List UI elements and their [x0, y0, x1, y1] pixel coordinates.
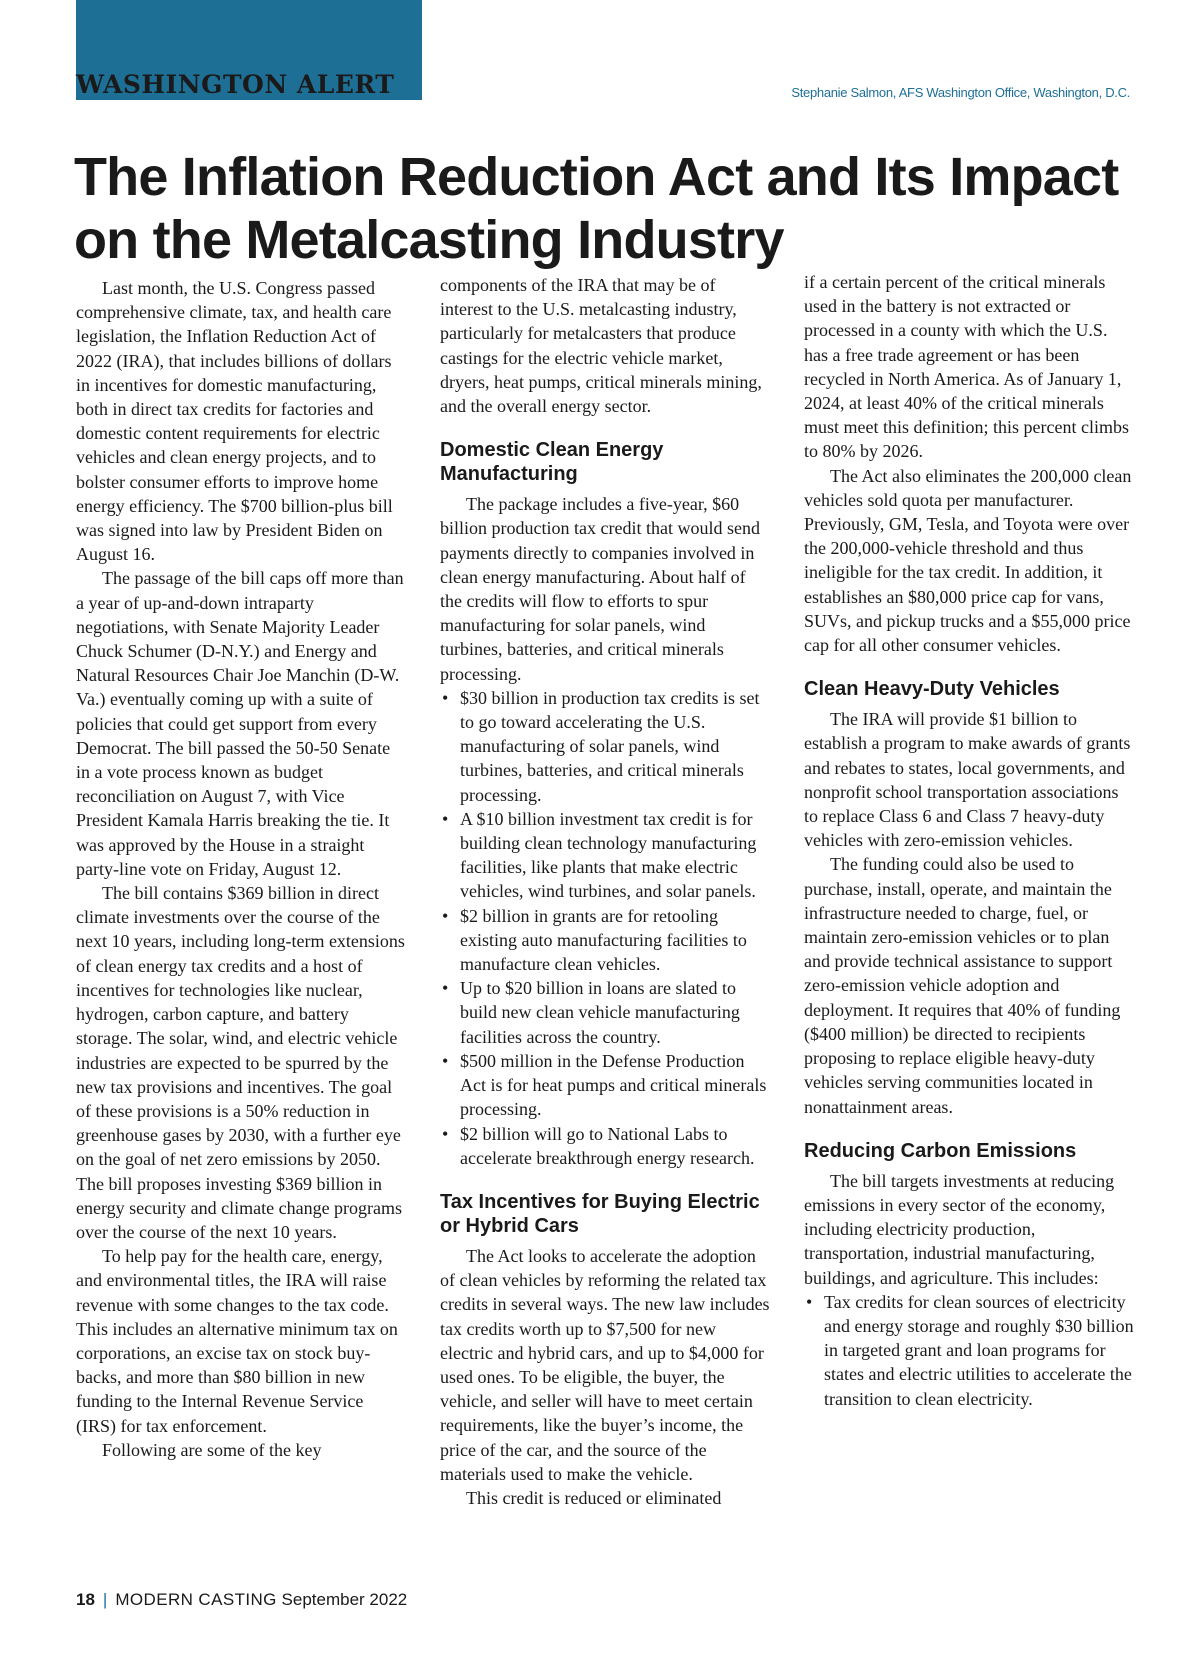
section-heading: Reducing Carbon Emissions [804, 1139, 1077, 1162]
section-tag: WASHINGTON ALERT [76, 70, 395, 99]
issue-date: September 2022 [281, 1590, 408, 1609]
list-item [804, 1290, 1134, 1411]
list-item-text: $2 billion in grants are for retooling existing auto manufacturing facilities to manufacture clean vehicles. [460, 905, 747, 975]
paragraph: The package includes a five-year, $60 billion production tax credit that would send payments directly to companies involved in clean energy manufacturing. About half of the credits will flow to efforts to spur manufacturing for solar panels, wind turbines, batteries, and critical minerals processing. [440, 494, 760, 684]
paragraph: The Act looks to accelerate the adoption of clean vehicles by reforming the related tax credits in several ways. The new law includes tax credits worth up to $7,500 for new electric and hybrid cars, and up to $4,000 for used ones. To be eligible, the buyer, the vehicle, and seller will have to meet certain requirements, like the buyer’s income, the price of the car, and the source of the materials used to make the vehicle. [440, 1245, 770, 1484]
list-item-text: $2 billion will go to National Labs to accelerate breakthrough energy research. [460, 1123, 755, 1168]
paragraph: The passage of the bill caps off more than a year of up-and-down intraparty negotiations, with Senate Majority Leader Chuck Schumer (D-N.Y.) and Energy and Natural Resources Chair Joe Manchin (D-W. Va.) eventually coming up with a suite of policies that could get support from every Democrat. The bill passed the 50-50 Senate in a vote process known as budget reconciliation on August 7, with Vice President Kamala Harris breaking the tie. It was approved by the House in a straight party-line vote on Friday, August 12. [76, 568, 404, 879]
list-item [440, 807, 770, 904]
bullet-icon: • [442, 1123, 449, 1144]
list-item-text: $500 million in the Defense Production Act is for heat pumps and critical minerals processing. [460, 1050, 767, 1120]
paragraph: Last month, the U.S. Congress passed comprehensive climate, tax, and health care legislation, the Inflation Reduction Act of 2022 (IRA), that includes billions of dollars in incentives for domestic manufacturing, both in direct tax credits for factories and domestic content requirements for electric vehicles and clean energy projects, and to bolster consumer efforts to improve home energy efficiency. The $700 billion-plus bill was signed into law by President Biden on August 16. [76, 278, 393, 565]
section-heading: Domestic Clean Energy Manufacturing [440, 439, 664, 486]
paragraph: This credit is reduced or eliminated [466, 1487, 722, 1508]
page-number: 18 [76, 1590, 95, 1609]
section-heading: Tax Incentives for Buying Electric or Hybrid Cars [440, 1190, 760, 1237]
list-item [440, 904, 770, 977]
paragraph: The IRA will provide $1 billion to establish a program to make awards of grants and rebates to states, local governments, and nonprofit school transportation associations to replace Class 6 and Class 7 heavy-duty vehicles with zero-emission vehicles. [804, 709, 1131, 851]
article-title [74, 146, 1134, 272]
article-column-2 [440, 273, 770, 1510]
article-title-line2: on the Metalcasting Industry [74, 210, 784, 270]
paragraph: The bill targets investments at reducing emissions in every sector of the economy, including electricity production, transportation, industrial manufacturing, buildings, and agriculture. This includes: [804, 1170, 1115, 1288]
bullet-list [804, 1290, 1134, 1411]
list-item [440, 1049, 770, 1122]
list-item-text: Up to $20 billion in loans are slated to build new clean vehicle manufacturing facilities across the country. [460, 978, 740, 1047]
bullet-icon: • [442, 978, 449, 999]
bullet-icon: • [442, 808, 449, 829]
section-heading: Clean Heavy-Duty Vehicles [804, 678, 1060, 701]
list-item-text: Tax credits for clean sources of electricity and energy storage and roughly $30 billion in targeted grant and loan programs for states and electric utilities to accelerate the transition to clean electricity. [824, 1291, 1134, 1409]
bullet-icon: • [442, 1050, 449, 1071]
paragraph: The funding could also be used to purchase, install, operate, and maintain the infrastructure needed to charge, fuel, or maintain zero-emission vehicles or to plan and provide technical assistance to support zero-emission vehicle adoption and deployment. It requires that 40% of funding ($400 million) be directed to recipients proposing to replace eligible heavy-duty vehicles serving communities located in nonattainment areas. [804, 854, 1121, 1117]
article-column-1 [76, 276, 406, 1462]
list-item-text: $30 billion in production tax credits is set to go toward accelerating the U.S. manufacturing of solar panels, wind turbines, batteries, and critical minerals processing. [460, 687, 760, 805]
list-item [440, 1122, 770, 1170]
paragraph: if a certain percent of the critical minerals used in the battery is not extracted or processed in a county with which the U.S. has a free trade agreement or has been recycled in North America. As of January 1, 2024, at least 40% of the critical minerals must meet this definition; this percent climbs to 80% by 2026. [804, 272, 1129, 462]
bullet-icon: • [806, 1291, 813, 1312]
publication-name: MODERN CASTING [115, 1590, 277, 1609]
list-item-text: A $10 billion investment tax credit is for building clean technology manufacturing facilities, like plants that make electric vehicles, wind turbines, and solar panels. [460, 808, 757, 902]
bullet-icon: • [442, 905, 449, 926]
paragraph: components of the IRA that may be of interest to the U.S. metalcasting industry, particularly for metalcasters that produce castings for the electric vehicle market, dryers, heat pumps, critical minerals mining, and the overall energy sector. [440, 275, 762, 417]
bullet-icon: • [442, 687, 449, 708]
footer-separator: | [102, 1590, 108, 1609]
bullet-list [440, 686, 770, 1170]
paragraph: The bill contains $369 billion in direct climate investments over the course of the next 10 years, including long-term extensions of clean energy tax credits and a host of incentives for technologies like nuclear, hydrogen, carbon capture, and battery storage. The solar, wind, and electric vehicle industries are expected to be spurred by the new tax provisions and incentives. The goal of these provisions is a 50% reduction in greenhouse gases by 2030, with a further eye on the goal of net zero emissions by 2050. The bill proposes investing $369 billion in energy security and climate change programs over the course of the next 10 years. [76, 883, 405, 1242]
paragraph: To help pay for the health care, energy, and environmental titles, the IRA will raise revenue with some changes to the tax code. This includes an alternative minimum tax on corporations, an excise tax on stock buy-backs, and more than $80 billion in new funding to the Internal Revenue Service (IRS) for tax enforcement. [76, 1246, 398, 1436]
article-title-line1: The Inflation Reduction Act and Its Impact [74, 147, 1119, 207]
page-footer [76, 1590, 407, 1610]
paragraph: Following are some of the key [102, 1439, 322, 1460]
article-column-3 [804, 270, 1134, 1411]
paragraph: The Act also eliminates the 200,000 clean vehicles sold quota per manufacturer. Previously, GM, Tesla, and Toyota were over the 200,000-vehicle threshold and thus ineligible for the tax credit. In addition, it establishes an $80,000 price cap for vans, SUVs, and pickup trucks and a $55,000 price cap for all other consumer vehicles. [804, 465, 1132, 656]
list-item [440, 686, 770, 807]
author-byline: Stephanie Salmon, AFS Washington Office, Washington, D.C. [791, 85, 1130, 100]
list-item [440, 976, 770, 1049]
